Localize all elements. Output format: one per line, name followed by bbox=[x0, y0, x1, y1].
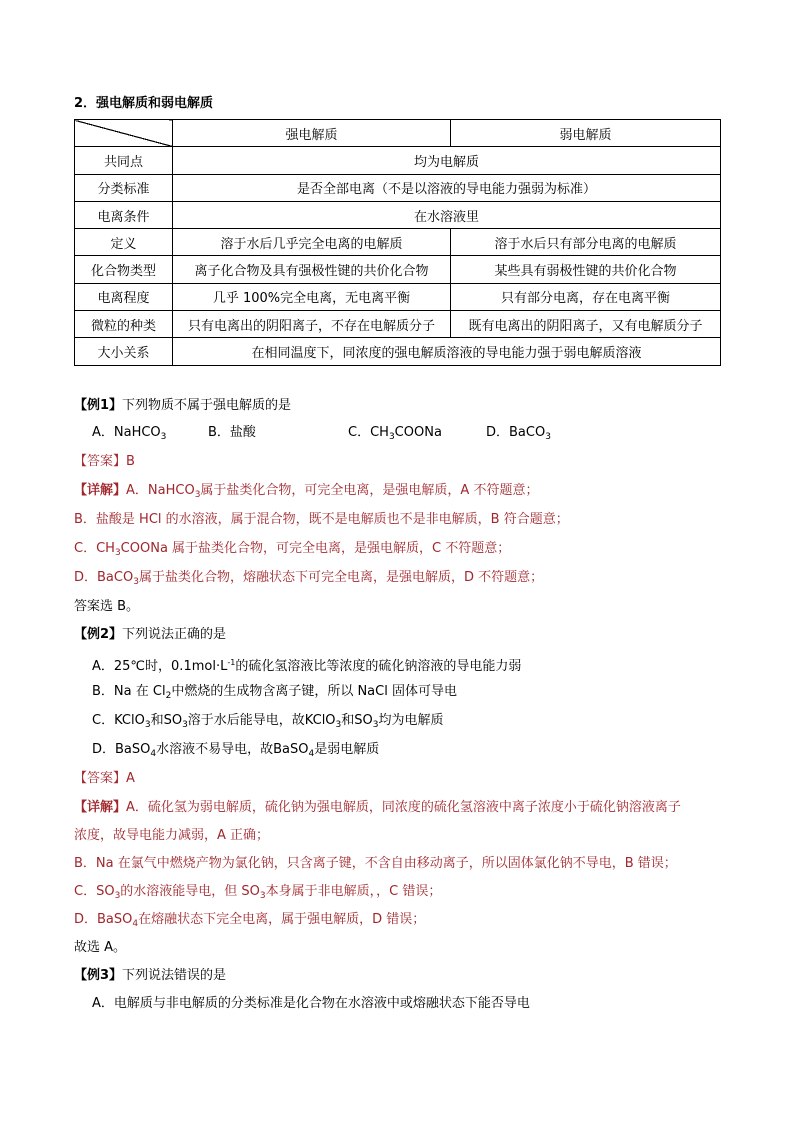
ex1-conclusion: 答案选 B。 bbox=[74, 599, 140, 614]
table-row bbox=[75, 338, 721, 365]
ex2-option-b: B．Na 在 $Cl_2$中燃烧的生成物含离子键，所以 NaCl 固体可导电 bbox=[92, 684, 457, 701]
ex2-detail-d: D．BaSO$_4$在熔融状态下完全电离，属于强电解质，D 错误； bbox=[74, 912, 426, 929]
strong-cell: 几乎 100%完全电离，无电离平衡 bbox=[173, 283, 451, 310]
ex1-option-c: C．$CH_3COONa$ bbox=[348, 425, 442, 442]
merged-cell: 是否全部电离（不是以溶液的导电能力强弱为标准） bbox=[173, 174, 721, 201]
ex2-answer: 【答案】A bbox=[74, 771, 135, 786]
ex1-option-b: B．盐酸 bbox=[208, 425, 256, 440]
weak-cell: 既有电离出的阴阳离子，又有电解质分子 bbox=[451, 311, 721, 338]
header-weak: 弱电解质 bbox=[451, 120, 721, 147]
ex1-detail-b: B．盐酸是 HCl 的水溶液，属于混合物，既不是电解质也不是非电解质，B 符合题意； bbox=[74, 512, 569, 527]
row-label: 微粒的种类 bbox=[75, 311, 173, 338]
table-row bbox=[75, 229, 721, 256]
table-row bbox=[75, 201, 721, 228]
table-row bbox=[75, 311, 721, 338]
comparison-table bbox=[74, 119, 721, 366]
row-label: 分类标准 bbox=[75, 174, 173, 201]
header-strong: 强电解质 bbox=[173, 120, 451, 147]
weak-cell: 某些具有弱极性键的共价化合物 bbox=[451, 256, 721, 283]
ex2-option-d: D．BaSO$_4$水溶液不易导电，故BaSO$_4$是弱电解质 bbox=[92, 742, 380, 759]
table-header-row bbox=[75, 120, 721, 147]
table-row bbox=[75, 147, 721, 174]
ex2-detail-a-cont: 浓度，故导电能力减弱，A 正确； bbox=[74, 828, 270, 843]
ex2-question: 【例2】下列说法正确的是 bbox=[74, 627, 227, 642]
ex1-detail-d: D．BaCO$_3$属于盐类化合物，熔融状态下可完全电离，是强电解质，D 不符题意； bbox=[74, 570, 544, 587]
ex2-conclusion: 故选 A。 bbox=[74, 940, 127, 955]
ex1-tag: 【例1】 bbox=[74, 398, 123, 413]
weak-cell: 只有部分电离，存在电离平衡 bbox=[451, 283, 721, 310]
diagonal-corner-cell bbox=[75, 120, 173, 147]
ex1-detail-c: C．$CH_3COONa$ 属于盐类化合物，可完全电离，是强电解质，C 不符题意； bbox=[74, 541, 511, 558]
ex3-option-a: A．电解质与非电解质的分类标准是化合物在水溶液中或熔融状态下能否导电 bbox=[92, 996, 530, 1011]
ex1-option-d: D．BaCO$_3$ bbox=[486, 425, 551, 442]
row-label: 大小关系 bbox=[75, 338, 173, 365]
ex1-question: 【例1】下列物质不属于强电解质的是 bbox=[74, 398, 292, 413]
table-row bbox=[75, 256, 721, 283]
ex2-option-a: A．25℃时，$0.1mol\cdot L^{-1}$的硫化氢溶液比等浓度的硫化钠溶液的导电能力弱 bbox=[92, 658, 522, 674]
section-title: 2．强电解质和弱电解质 bbox=[74, 96, 214, 111]
ex1-answer: 【答案】B bbox=[74, 454, 135, 469]
strong-cell: 只有电离出的阴阳离子，不存在电解质分子 bbox=[173, 311, 451, 338]
table-row bbox=[75, 283, 721, 310]
table-row bbox=[75, 174, 721, 201]
ex2-option-c: C．KClO$_3$和$SO_3$溶于水后能导电，故KClO$_3$和$SO_3$均为电解质 bbox=[92, 713, 444, 730]
weak-cell: 溶于水后只有部分电离的电解质 bbox=[451, 229, 721, 256]
merged-cell: 在水溶液里 bbox=[173, 201, 721, 228]
row-label: 电离条件 bbox=[75, 201, 173, 228]
strong-cell: 离子化合物及具有强极性键的共价化合物 bbox=[173, 256, 451, 283]
row-label: 定义 bbox=[75, 229, 173, 256]
ex2-detail-c: C．$SO_3$的水溶液能导电，但 $SO_3$本身属于非电解质，，C 错误； bbox=[74, 884, 442, 901]
ex2-detail-a: 【详解】A．硫化氢为弱电解质，硫化钠为强电解质，同浓度的硫化氢溶液中离子浓度小于硫化钠溶液离子 bbox=[74, 800, 681, 815]
ex3-question: 【例3】下列说法错误的是 bbox=[74, 968, 227, 983]
ex1-detail-a: 【详解】A．NaHCO$_3$属于盐类化合物，可完全电离，是强电解质，A 不符题意； bbox=[74, 483, 539, 500]
merged-cell: 在相同温度下，同浓度的强电解质溶液的导电能力强于弱电解质溶液 bbox=[173, 338, 721, 365]
merged-cell: 均为电解质 bbox=[173, 147, 721, 174]
ex3-tag: 【例3】 bbox=[74, 968, 123, 983]
ex1-option-a: A．NaHCO$_3$ bbox=[92, 425, 167, 442]
row-label: 共同点 bbox=[75, 147, 173, 174]
ex2-detail-b: B．Na 在氯气中燃烧产物为氯化钠，只含离子键，不含自由移动离子，所以固体氯化钠不导电，B 错误； bbox=[74, 856, 677, 871]
ex2-tag: 【例2】 bbox=[74, 627, 123, 642]
row-label: 电离程度 bbox=[75, 283, 173, 310]
row-label: 化合物类型 bbox=[75, 256, 173, 283]
strong-cell: 溶于水后几乎完全电离的电解质 bbox=[173, 229, 451, 256]
